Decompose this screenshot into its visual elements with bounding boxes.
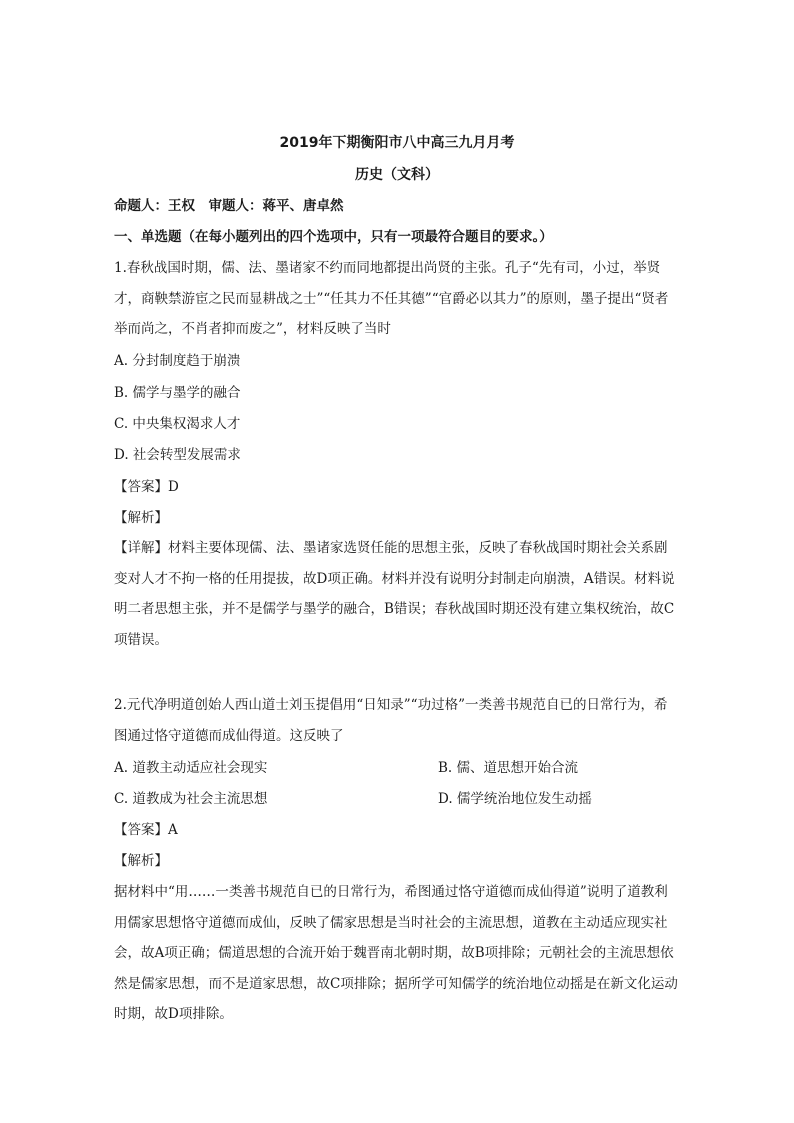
question-1-option-d: D. 社会转型发展需求 [114,447,241,463]
question-1-option-c: C. 中央集权渴求人才 [114,416,241,432]
question-2-option-a: A. 道教主动适应社会现实 [114,760,268,776]
question-1-analysis-label: 【解析】 [114,510,168,526]
author-line: 命题人：王权 审题人：蒋平、唐卓然 [114,198,344,214]
question-2-option-d: D. 儒学统治地位发生动摇 [438,791,592,807]
question-2-answer: 【答案】A [114,822,178,838]
question-1-analysis: 【详解】材料主要体现儒、法、墨诸家选贤任能的思想主张，反映了春秋战国时期社会关系剧变对人才不拘一格的任用提拔，故D项正确。材料并没有说明分封制走向崩溃，A错误。材料说明二者思想主张，并不是儒学与墨学的融合，B错误；春秋战国时期还没有建立集权统治，故C项错误。 [114,540,675,648]
question-1-option-a: A. 分封制度趋于崩溃 [114,353,241,369]
question-1-answer: 【答案】D [114,479,179,495]
question-2-option-b: B. 儒、道思想开始合流 [438,760,579,776]
question-2-analysis: 据材料中“用……一类善书规范自已的日常行为，希图通过恪守道德而成仙得道”说明了道教利用儒家思想恪守道德而成仙，反映了儒家思想是当时社会的主流思想，道教在主动适应现实社会，故A项正确；儒道思想的合流开始于魏晋南北朝时期，故B项排除；元朝社会的主流思想依然是儒家思想，而不是道家思想，故C项排除；据所学可知儒学的统治地位动摇是在新文化运动时期，故D项排除。 [114,884,678,1022]
page-title: 2019年下期衡阳市八中高三九月月考 [279,135,515,151]
question-1-option-b: B. 儒学与墨学的融合 [114,385,241,401]
question-2-option-c: C. 道教成为社会主流思想 [114,791,268,807]
question-2-analysis-label: 【解析】 [114,853,168,869]
page-subject: 历史（文科） [355,167,439,183]
question-2-stem: 2.元代净明道创始人西山道士刘玉提倡用“日知录”“功过格”一类善书规范自已的日常行为，希图通过恪守道德而成仙得道。这反映了 [114,697,668,744]
section-heading: 一、单选题（在每小题列出的四个选项中，只有一项最符合题目的要求。） [114,229,553,245]
question-1-stem: 1.春秋战国时期，儒、法、墨诸家不约而同地都提出尚贤的主张。孔子“先有司，小过，举贤才，商鞅禁游宦之民而显耕战之士”“任其力不任其德”“官爵必以其力”的原则，墨子提出“贤者举而尚之，不肖者抑而废之”，材料反映了当时 [114,260,669,337]
